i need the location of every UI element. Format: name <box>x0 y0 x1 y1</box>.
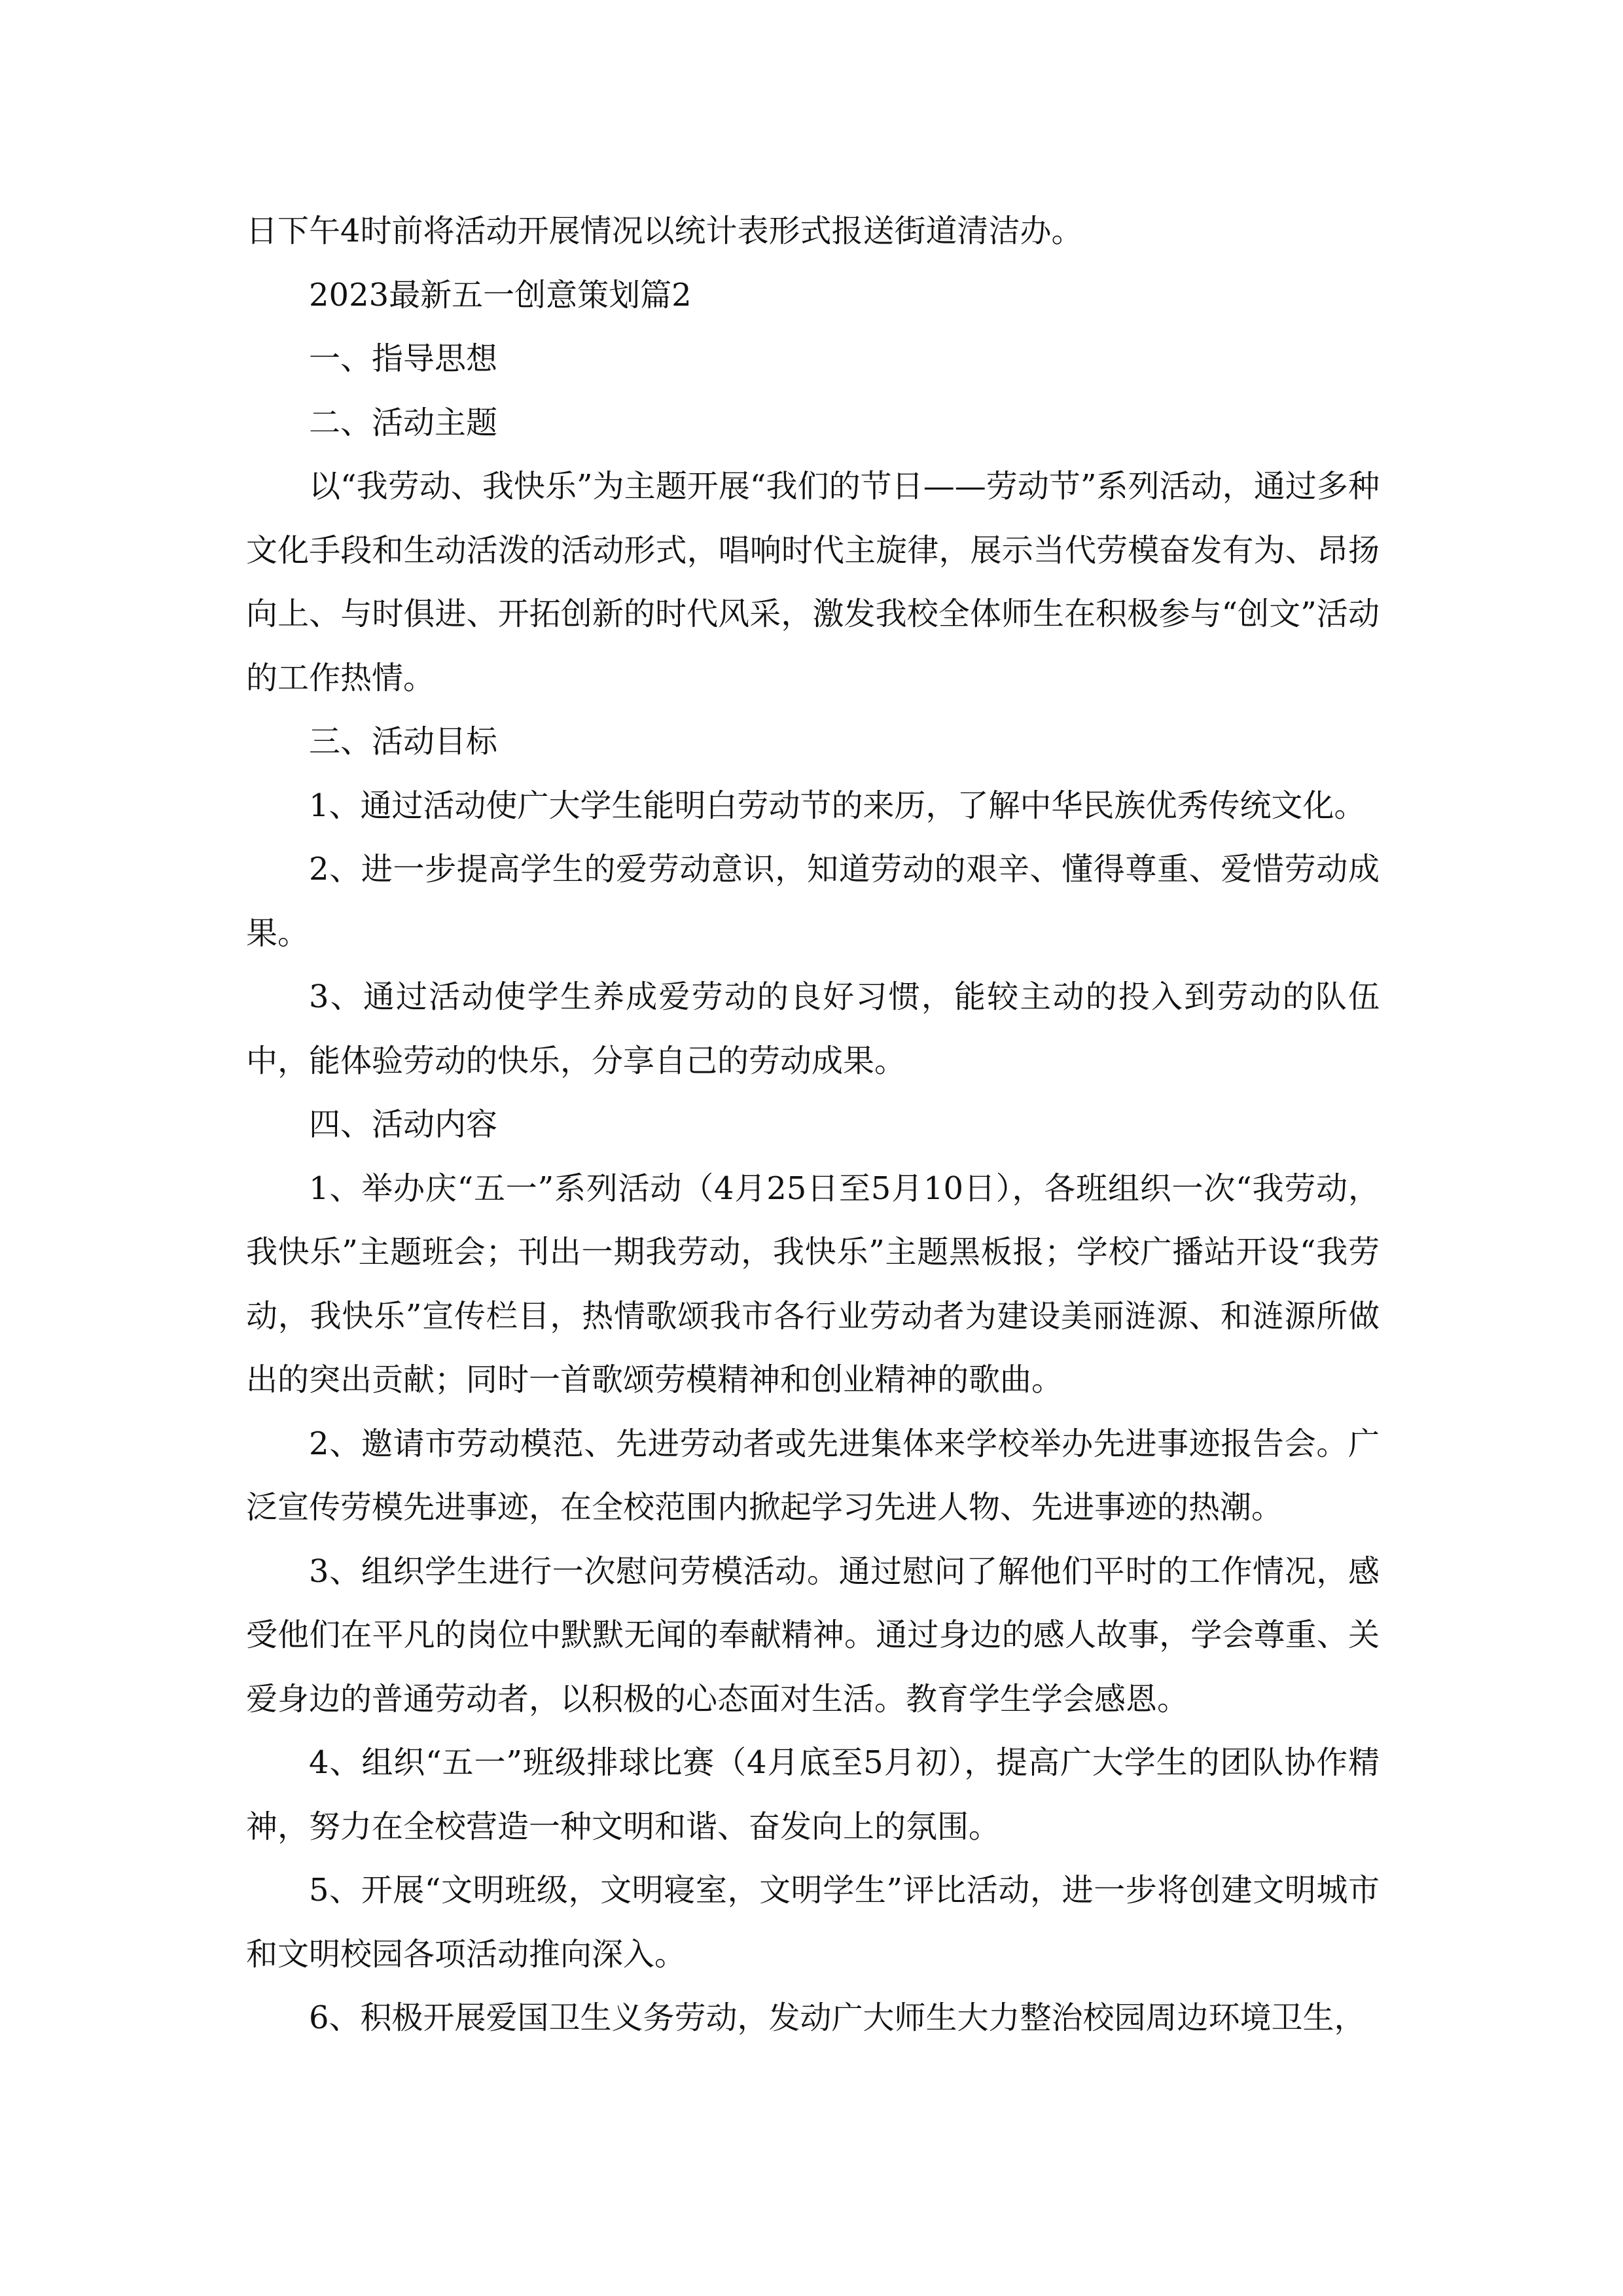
heading-activity-theme: 二、活动主题 <box>309 404 498 441</box>
list-item-content-3: 3、组织学生进行一次慰问劳模活动。通过慰问了解他们平时的工作情况，感受他们在平凡的岗位中默默无闻的奉献精神。通过身边的感人故事，学会尊重、关爱身边的普通劳动者，以积极的心态面对生活。教育学生学会感恩。 <box>246 1552 1380 1717</box>
list-item-content-2: 2、邀请市劳动模范、先进劳动者或先进集体来学校举办先进事迹报告会。广泛宣传劳模先进事迹，在全校范围内掀起学习先进人物、先进事迹的热潮。 <box>246 1425 1380 1526</box>
list-item-goal-2: 2、进一步提高学生的爱劳动意识，知道劳动的艰辛、懂得尊重、爱惜劳动成果。 <box>246 851 1380 952</box>
paragraph-continuation: 日下午4时前将活动开展情况以统计表形式报送街道清洁办。 <box>246 213 1083 249</box>
list-item-content-5: 5、开展“文明班级，文明寝室，文明学生”评比活动，进一步将创建文明城市和文明校园各项活动推向深入。 <box>246 1872 1380 1973</box>
heading-guiding-idea: 一、指导思想 <box>309 340 498 377</box>
list-item-content-4: 4、组织“五一”班级排球比赛（4月底至5月初），提高广大学生的团队协作精神，努力在全校营造一种文明和谐、奋发向上的氛围。 <box>246 1744 1380 1845</box>
list-item-goal-3: 3、通过活动使学生养成爱劳动的良好习惯，能较主动的投入到劳动的队伍中，能体验劳动的快乐，分享自己的劳动成果。 <box>246 978 1380 1079</box>
list-item-content-1: 1、举办庆“五一”系列活动（4月25日至5月10日），各班组织一次“我劳动，我快乐”主题班会；刊出一期我劳动，我快乐”主题黑板报；学校广播站开设“我劳动，我快乐”宣传栏目，热情歌颂我市各行业劳动者为建设美丽涟源、和涟源所做出的突出贡献；同时一首歌颂劳模精神和创业精神的歌曲。 <box>246 1170 1380 1398</box>
list-item-content-6: 6、积极开展爱国卫生义务劳动，发动广大师生大力整治校园周边环境卫生， <box>309 2000 1366 2036</box>
heading-activity-content: 四、活动内容 <box>309 1106 498 1143</box>
section-title: 2023最新五一创意策划篇2 <box>309 276 692 314</box>
document-body <box>246 200 1380 2051</box>
list-item-goal-1: 1、通过活动使广大学生能明白劳动节的来历，了解中华民族优秀传统文化。 <box>309 787 1366 824</box>
paragraph-theme-description: 以“我劳动、我快乐”为主题开展“我们的节日——劳动节”系列活动，通过多种文化手段和生动活泼的活动形式，唱响时代主旋律，展示当代劳模奋发有为、昂扬向上、与时俱进、开拓创新的时代风采，激发我校全体师生在积极参与“创文”活动的工作热情。 <box>246 468 1380 696</box>
heading-activity-goals: 三、活动目标 <box>309 723 498 760</box>
